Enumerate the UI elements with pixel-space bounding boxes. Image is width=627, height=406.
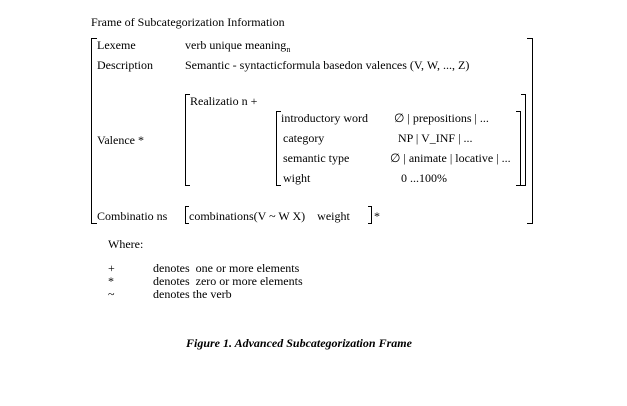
- realization-label: Realizatio n +: [190, 94, 258, 108]
- legend-symbol-plus: +: [108, 261, 115, 275]
- semantic-type-value: ∅ | animate | locative | ...: [390, 151, 511, 165]
- legend-text-plus: denotes one or more elements: [153, 261, 300, 275]
- introductory-word-value: ∅ | prepositions | ...: [394, 111, 489, 125]
- category-label: category: [283, 131, 325, 145]
- legend-symbol-tilde: ~: [108, 287, 115, 301]
- figure-caption: Figure 1. Advanced Subcategorization Frame: [186, 336, 412, 350]
- combinations-suffix: *: [374, 209, 380, 223]
- lexeme-label: Lexeme: [97, 38, 136, 52]
- frame-title: Frame of Subcategorization Information: [91, 15, 285, 29]
- wight-value: 0 ...100%: [401, 171, 447, 185]
- valence-label: Valence *: [97, 133, 144, 147]
- lexeme-value: verb unique meaning$_n$: [185, 38, 291, 54]
- semantic-type-label: semantic type: [283, 151, 350, 165]
- combinations-label: Combinatio ns: [97, 209, 168, 223]
- legend-text-star: denotes zero or more elements: [153, 274, 303, 288]
- legend-symbol-star: *: [108, 274, 114, 288]
- introductory-word-label: introductory word: [281, 111, 368, 125]
- description-label: Description: [97, 58, 153, 72]
- legend-text-tilde: denotes the verb: [153, 287, 232, 301]
- where-label: Where:: [108, 237, 144, 251]
- description-value: Semantic - syntacticformula basedon valences (V, W, ..., Z): [185, 58, 470, 72]
- combinations-expression: combinations(V ~ W X) weight: [189, 209, 350, 223]
- category-value: NP | V_INF | ...: [398, 131, 473, 145]
- wight-label: wight: [283, 171, 311, 185]
